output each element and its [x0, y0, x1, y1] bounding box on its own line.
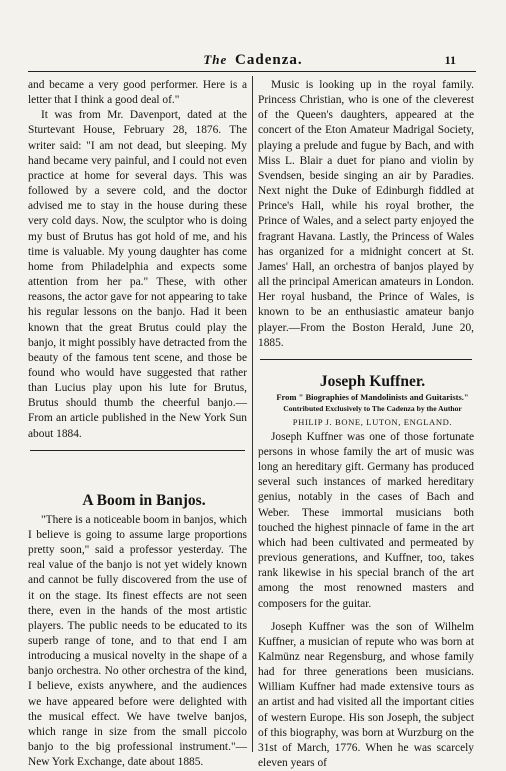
paragraph: Joseph Kuffner was one of those fortunate persons in whose family the art of music was long an hereditary gift. Germany has produced several such instances of marked hereditary genius, notably in the cases of Bach and Weber. These immortal musicians both touched the highest pinnacle of fame in the art which had been cultivated and permeated by previous generations, and Kuffner, too, takes rank likewise in his special branch of the art among the most renowned masters and composers for the guitar.: [258, 430, 474, 610]
left-column: [28, 78, 247, 770]
article-author: PHILIP J. BONE, LUTON, ENGLAND.: [292, 416, 453, 427]
right-column: [258, 78, 474, 771]
article-source: From " Biographies of Mandolinists and Guitarists.": [276, 391, 469, 402]
paragraph: Music is looking up in the royal family. Princess Christian, who is one of the cleverest of the Queen's daughters, appeared at the concert of the Eton Amateur Madrigal Society, playing a prelude and fugue by Bach, and with Miss L. Blair a duet for piano and violin by Svendsen, beside singing an air by Paradies. Next night the Duke of Edinburgh fiddled at Prince's Hall, while his royal brother, the Prince of Wales, and a select party enjoyed the fragrant Havana. Lastly, the Princess of Wales has organized for a midnight concert at St. James' Hall, an orchestra of banjos played by all the principal American amateurs in London. Her royal husband, the Prince of Wales, is known to be an enthusiastic amateur banjo player.—From the Boston Herald, June 20, 1885.: [258, 79, 474, 349]
section-rule: [260, 359, 472, 360]
column-divider: [252, 76, 253, 752]
masthead-title: Cadenza.: [235, 52, 303, 68]
page-number: 11: [444, 53, 456, 67]
article-title: Joseph Kuffner.: [319, 372, 426, 390]
masthead: [0, 52, 506, 69]
paragraph: and became a very good performer. Here is a letter that I think a good deal of.": [28, 79, 247, 107]
section-rule: [30, 450, 245, 451]
masthead-the: The: [203, 52, 228, 67]
header-rule: [28, 71, 476, 72]
paragraph: "There is a noticeable boom in banjos, which I believe is going to assume large proportions pretty soon," said a professor yesterday. The real value of the banjo is not yet widely known and cannot be fully discovered from the use of it on the stage. Its finest effects are not seen there, even in the hands of the most artistic players. The public needs to be educated to its superb range of tone, and to that end I am introducing a musical novelty in the shape of a banjo orchestra. No other orchestra of the kind, I believe, exists anywhere, and the audiences we have appeared before were delighted with the musical effect. We have twelve banjos, which range in size from the small piccolo banjo to the big professional instrument."—New York Exchange, date about 1885.: [28, 513, 247, 769]
page-header: [0, 52, 506, 72]
article-title: A Boom in Banjos.: [82, 491, 206, 509]
paragraph: It was from Mr. Davenport, dated at the Sturtevant House, February 28, 1876. The writer said: "I am not dead, but sleeping. My hand became very painful, and I could not even practice at home for several days. This was followed by a severe cold, and the doctor advised me to stay in the house during these very cold days. Now, the sculptor who is doing my bust of Brutus has got hold of me, and his time is valuable. My young daughter has come home from Philadelphia and expects some attention from her pa." These, with other reasons, the actor gave for not appearing to take his regular lessons on the banjo. Had it been known that the great Brutus could play the banjo, it might possibly have detracted from the beauty of the famous tent scene, and those be found who would have suggested that rather than Lucius play upon his lute for Brutus, Brutus should thumb the cheerful banjo.—From an article published in the New York Sun about 1884.: [28, 109, 247, 440]
article-source-credit: Contributed Exclusively to The Cadenza by the Author: [283, 403, 462, 413]
paragraph: Joseph Kuffner was the son of Wilhelm Kuffner, a musician of repute who was born at Kalmünz near Regensburg, and whose family had for three generations been musicians. William Kuffner had made extensive tours as an artist and had visited all the important cities of western Europe. His son Joseph, the subject of this biography, was born at Wurzburg on the 31st of March, 1776. When he was scarcely eleven years of: [258, 620, 474, 770]
